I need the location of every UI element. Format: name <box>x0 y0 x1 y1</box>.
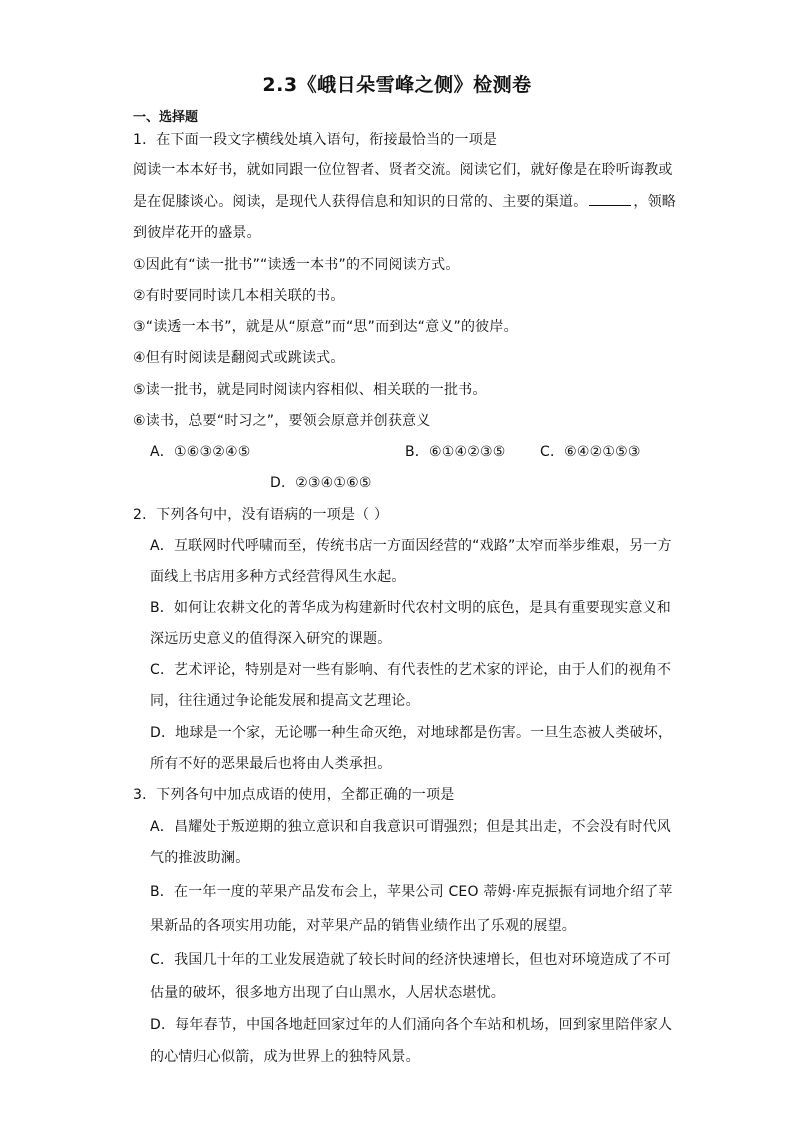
q2-option-line: 面线上书店用多种方式经营得风生水起。 <box>150 569 406 585</box>
q1-item: ⑥读书，总要“时习之”，要领会原意并创获意义 <box>133 413 431 429</box>
q1-passage-text: 是在促膝谈心。阅读，是现代人获得信息和知识的日常的、主要的渠道。 <box>133 194 588 210</box>
q1-item: ④但有时阅读是翻阅式或跳读式。 <box>133 350 345 366</box>
q1-passage-line: 到彼岸花开的盛景。 <box>133 225 261 241</box>
q3-option-line: 的心情归心似箭，成为世界上的独特风景。 <box>150 1049 420 1065</box>
q1-item: ③“读透一本书”，就是从“原意”而“思”而到达“意义”的彼岸。 <box>133 319 518 335</box>
q1-option-a: A．①⑥③②④⑤ <box>150 444 251 460</box>
q1-option-b: B．⑥①④②③⑤ <box>405 444 506 460</box>
q2-option-line: A．互联网时代呼啸而至，传统书店一方面因经营的“戏路”太窄而举步维艰，另一方 <box>150 538 672 554</box>
fill-blank <box>589 205 631 206</box>
q1-item: ⑤读一批书，就是同时阅读内容相似、相关联的一批书。 <box>133 382 487 398</box>
q1-item: ①因此有“读一批书”“读透一本书”的不同阅读方式。 <box>133 257 460 273</box>
q2-option-line: 所有不好的恶果最后也将由人类承担。 <box>150 756 392 772</box>
q3-option-line: A．昌耀处于叛逆期的独立意识和自我意识可谓强烈；但是其出走，不会没有时代风 <box>150 819 671 835</box>
q1-item: ②有时要同时读几本相关联的书。 <box>133 288 345 304</box>
q3-option-line: 估量的破坏，很多地方出现了白山黑水，人居状态堪忧。 <box>150 985 505 1001</box>
q1-stem: 1．在下面一段文字横线处填入语句，衔接最恰当的一项是 <box>133 132 498 148</box>
q3-option-line: D．每年春节，中国各地赶回家过年的人们涌向各个车站和机场，回到家里陪伴家人 <box>150 1017 673 1033</box>
q2-stem: 2．下列各句中，没有语病的一项是（ ） <box>133 507 389 523</box>
q3-option-line: 气的推波助澜。 <box>150 850 250 866</box>
q3-option-line: C．我国几十年的工业发展造就了较长时间的经济快速增长，但也对环境造成了不可 <box>150 952 672 968</box>
q3-option-line: 果新品的各项实用功能，对苹果产品的销售业绩作出了乐观的展望。 <box>150 918 576 934</box>
q1-passage-text: ，领略 <box>633 194 677 210</box>
q2-option-line: C．艺术评论，特别是对一些有影响、有代表性的艺术家的评论，由于人们的视角不 <box>150 662 672 678</box>
q1-passage-line <box>133 192 676 212</box>
section-heading: 一、选择题 <box>133 110 199 125</box>
q1-option-c: C．⑥④②①⑤③ <box>540 444 641 460</box>
q1-passage-line: 阅读一本本好书，就如同跟一位位智者、贤者交流。阅读它们，就好像是在聆听诲教或 <box>133 162 673 178</box>
q2-option-line: 深远历史意义的值得深入研究的课题。 <box>150 631 392 647</box>
q3-option-line: B．在一年一度的苹果产品发布会上，苹果公司 CEO 蒂姆·库克振振有词地介绍了苹 <box>150 884 673 900</box>
q2-option-line: B．如何让农耕文化的菁华成为构建新时代农村文明的底色，是具有重要现实意义和 <box>150 600 672 616</box>
q2-option-line: 同，往往通过争论能发展和提高文艺理论。 <box>150 693 420 709</box>
q1-option-d: D．②③④①⑥⑤ <box>270 475 372 491</box>
page-title: 2.3《峨日朵雪峰之侧》检测卷 <box>262 74 532 96</box>
q2-option-line: D．地球是一个家，无论哪一种生命灭绝，对地球都是伤害。一旦生态被人类破坏， <box>150 725 673 741</box>
q3-stem: 3．下列各句中加点成语的使用，全都正确的一项是 <box>133 787 455 803</box>
